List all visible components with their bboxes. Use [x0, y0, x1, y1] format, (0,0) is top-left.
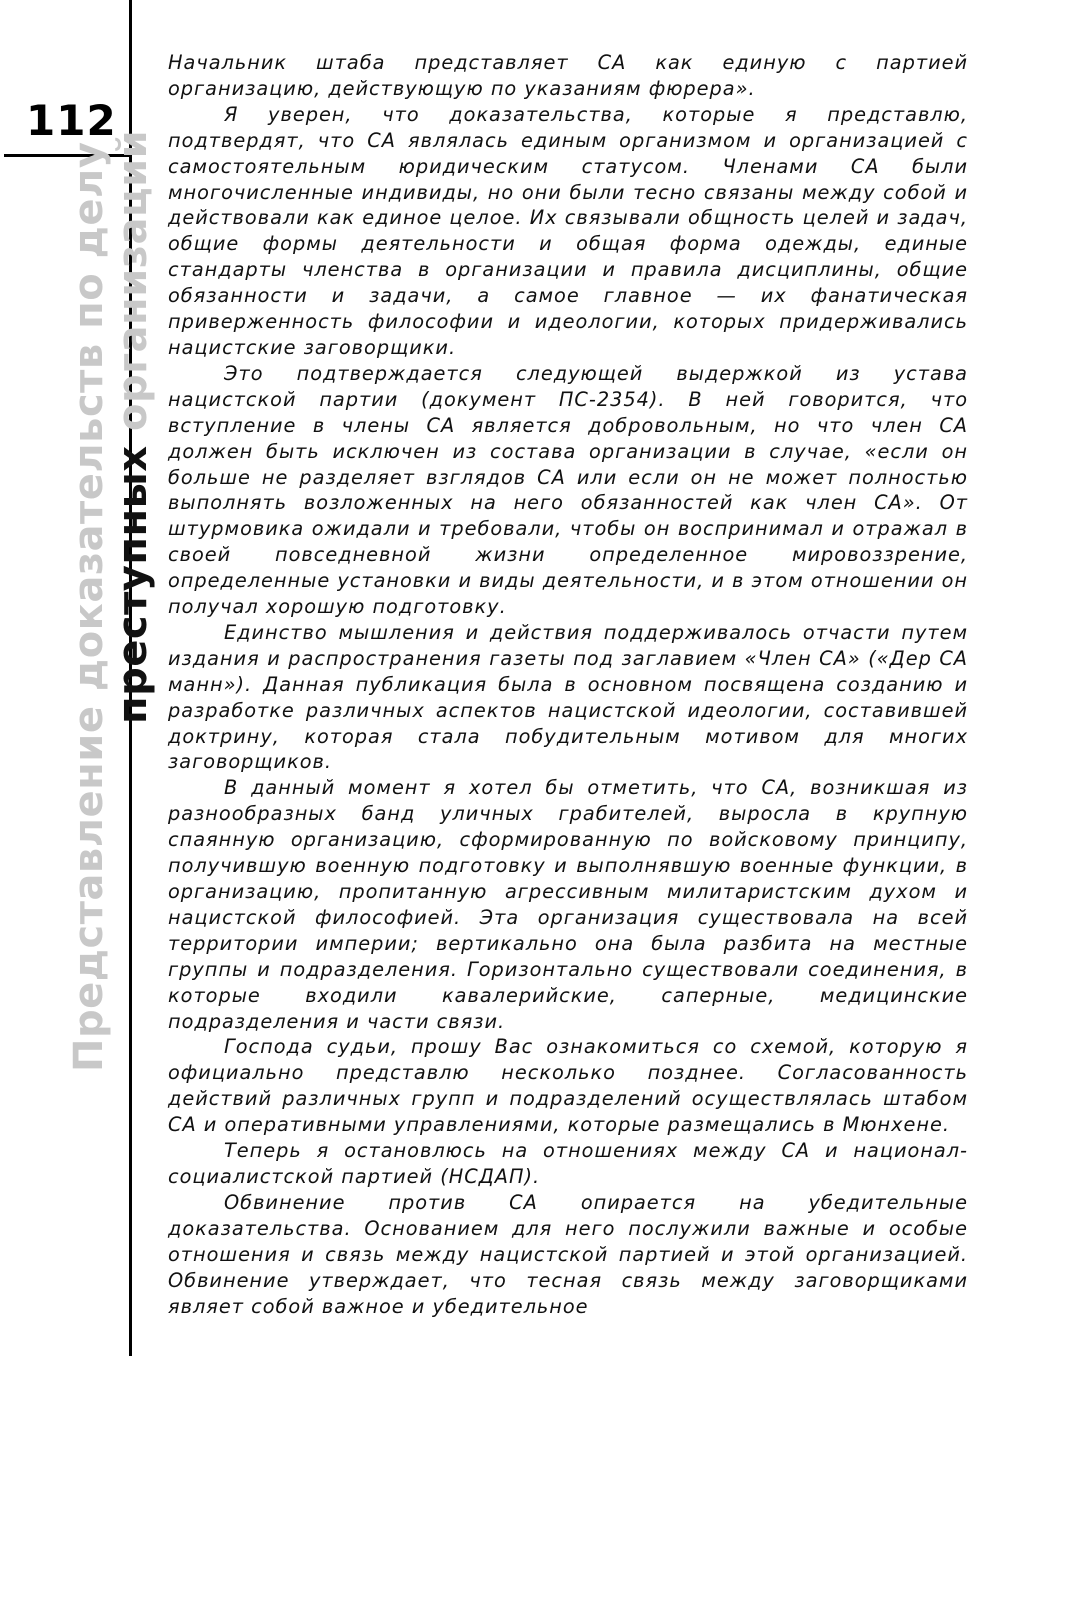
running-head-line2 [110, 130, 156, 724]
running-head-dark-word: преступных [110, 445, 156, 724]
running-head [66, 129, 156, 1072]
paragraph: В данный момент я хотел бы отметить, что СА, возникшая из разнообразных банд уличных грабителей, выросла в крупную спаянную организацию, сформированную по войсковому принципу, получившую военную подготовку и выполнявшую военные функции, в организацию, пропитанную агрессивным милитаристским духом и нацистской философией. Эта организация существовала на всей территории империи; вертикально она была разбита на местные группы и подразделения. Горизонтально существовали соединения, в которые входили кавалерийские, саперные, медицинские подразделения и части связи. [168, 776, 968, 1033]
paragraph: Я уверен, что доказательства, которые я представлю, подтвердят, что СА являлась единым организмом и организацией с самостоятельным юридическим статусом. Членами СА были многочисленные индивиды, но они были тесно связаны между собой и действовали как единое целое. Их связывали общность целей и задач, общие формы деятельности и общая форма одежды, единые стандарты членства в организации и правила дисциплины, общие обязанности и задачи, а самое главное — их фанатическая приверженность философии и идеологии, которых придерживались нацистские заговорщики. [168, 102, 968, 359]
paragraph: Господа судьи, прошу Вас ознакомиться со схемой, которую я официально представлю несколько позднее. Согласованность действий различных групп и подразделений осуществлялась штабом СА и оперативными управлениями, которые размещались в Мюнхене. [168, 1035, 968, 1137]
page-number: 112 [26, 96, 117, 145]
running-head-line1: Представление доказательств по делу [66, 141, 112, 1072]
paragraph: Обвинение против СА опирается на убедительные доказательства. Основанием для него послужили важные и особые отношения и связь между нацистской партией и этой организацией. Обвинение утверждает, что тесная связь между заговорщиками являет собой важное и убедительное [168, 1190, 968, 1318]
paragraph: Начальник штаба представляет СА как единую с партией организацию, действующую по указаниям фюрера». [168, 51, 968, 100]
body-text [168, 50, 968, 1319]
paragraph: Теперь я остановлюсь на отношениях между СА и национал-социалистской партией (НСДАП). [168, 1139, 968, 1188]
running-head-light-word: организаций [110, 129, 156, 446]
paragraph: Это подтверждается следующей выдержкой из устава нацистской партии (документ ПС-2354). В ней говорится, что вступление в члены СА является добровольным, но что член СА должен быть исключен из состава организации в случае, «если он больше не разделяет взглядов СА или если он не может полностью выполнять возложенных на него обязанностей как член СА». От штурмовика ожидали и требовали, чтобы он воспринимал и отражал в своей повседневной жизни определенное мировоззрение, определенные установки и виды деятельности, и в этом отношении он получал хорошую подготовку. [168, 361, 968, 619]
paragraph: Единство мышления и действия поддерживалось отчасти путем издания и распространения газеты под заглавием «Член СА» («Дер СА манн»). Данная публикация была в основном посвящена созданию и разработке различных аспектов нацистской идеологии, составившей доктрину, которая стала побудительным мотивом для многих заговорщиков. [168, 620, 968, 774]
